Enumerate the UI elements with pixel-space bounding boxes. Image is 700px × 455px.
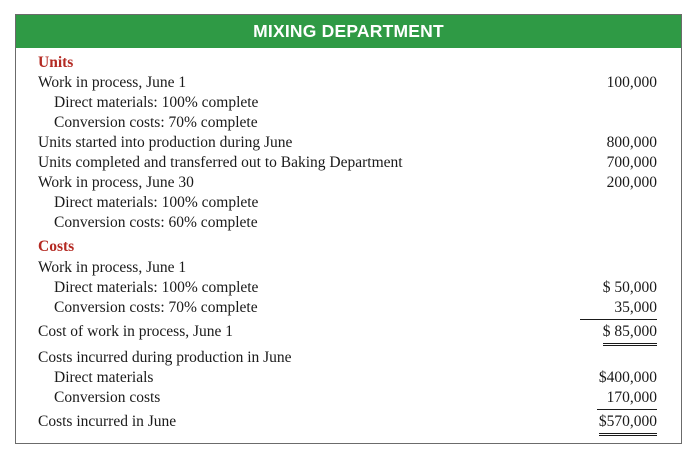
units-wip-june30-cc-label: Conversion costs: 60% complete bbox=[54, 214, 258, 231]
units-wip-june30-label: Work in process, June 30 bbox=[38, 174, 194, 191]
units-heading: Units bbox=[38, 54, 74, 71]
costs-wip-cc-value: 35,000 bbox=[580, 298, 657, 320]
units-wip-june30-cc-row bbox=[16, 213, 681, 233]
costs-incurred-total-row bbox=[16, 412, 681, 432]
units-wip-june30-value: 200,000 bbox=[606, 174, 657, 191]
costs-wip-june1-label: Work in process, June 1 bbox=[38, 259, 187, 276]
costs-wip-dm-row bbox=[16, 278, 681, 298]
units-wip-june30-dm-label: Direct materials: 100% complete bbox=[54, 194, 259, 211]
units-wip-june1-dm-label: Direct materials: 100% complete bbox=[54, 94, 259, 111]
costs-heading-row bbox=[16, 237, 681, 257]
units-completed-label: Units completed and transferred out to Baking Department bbox=[38, 154, 403, 171]
costs-wip-cc-row bbox=[16, 298, 681, 318]
costs-wip-june1-row bbox=[16, 258, 681, 278]
units-wip-june1-cc-row bbox=[16, 113, 681, 133]
units-started-label: Units started into production during June bbox=[38, 134, 293, 151]
costs-incurred-dm-row bbox=[16, 368, 681, 388]
costs-wip-dm-label: Direct materials: 100% complete bbox=[54, 279, 259, 296]
units-wip-june1-dm-row bbox=[16, 93, 681, 113]
costs-incurred-cc-label: Conversion costs bbox=[54, 389, 161, 406]
units-started-value: 800,000 bbox=[606, 134, 657, 151]
costs-incurred-total-value: $570,000 bbox=[599, 412, 657, 436]
costs-wip-dm-value: $ 50,000 bbox=[602, 279, 657, 296]
table-title: MIXING DEPARTMENT bbox=[16, 15, 681, 48]
mixing-department-table bbox=[15, 14, 682, 444]
units-completed-row bbox=[16, 153, 681, 173]
units-completed-value: 700,000 bbox=[606, 154, 657, 171]
costs-wip-total-value: $ 85,000 bbox=[603, 322, 657, 346]
costs-incurred-cc-value: 170,000 bbox=[597, 388, 657, 410]
costs-incurred-dm-label: Direct materials bbox=[54, 369, 154, 386]
units-wip-june30-dm-row bbox=[16, 193, 681, 213]
costs-heading: Costs bbox=[38, 238, 75, 255]
costs-incurred-heading-row bbox=[16, 348, 681, 368]
units-wip-june1-label: Work in process, June 1 bbox=[38, 74, 187, 91]
units-started-row bbox=[16, 133, 681, 153]
costs-incurred-dm-value: $400,000 bbox=[598, 369, 657, 386]
units-wip-june30-row bbox=[16, 173, 681, 193]
units-wip-june1-cc-label: Conversion costs: 70% complete bbox=[54, 114, 258, 131]
costs-wip-total-row bbox=[16, 322, 681, 342]
costs-incurred-cc-row bbox=[16, 388, 681, 408]
units-wip-june1-row bbox=[16, 73, 681, 93]
units-heading-row bbox=[16, 53, 681, 73]
costs-wip-cc-label: Conversion costs: 70% complete bbox=[54, 299, 258, 316]
costs-wip-total-label: Cost of work in process, June 1 bbox=[38, 323, 234, 340]
costs-incurred-heading: Costs incurred during production in June bbox=[38, 349, 292, 366]
costs-incurred-total-label: Costs incurred in June bbox=[38, 413, 177, 430]
units-wip-june1-value: 100,000 bbox=[606, 74, 657, 91]
